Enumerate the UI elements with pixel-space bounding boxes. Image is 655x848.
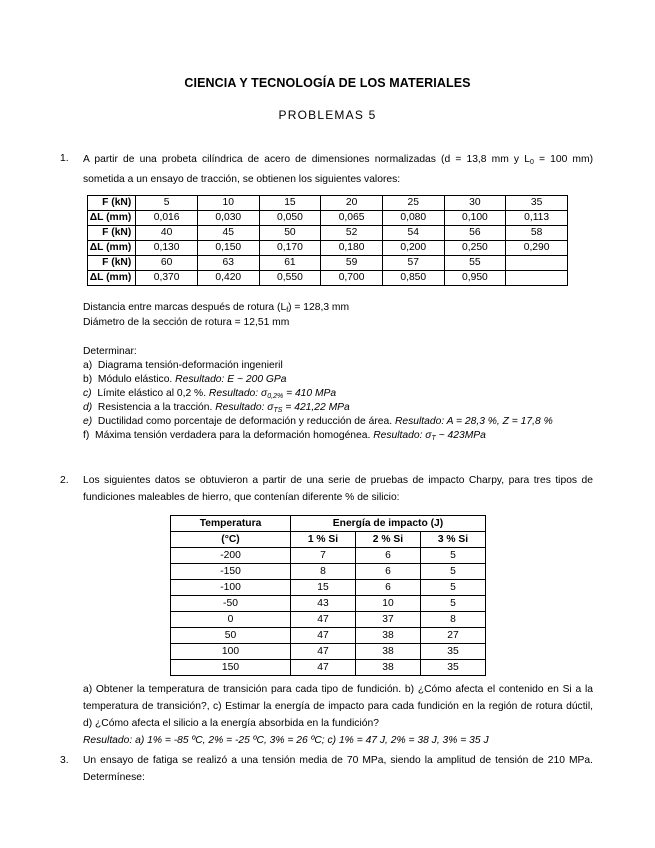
tensile-table-cell: 0,850 — [382, 271, 444, 286]
tensile-table-cell: 0,550 — [259, 271, 321, 286]
tensile-row-label: F (kN) — [88, 196, 136, 211]
item-c-result-a: Resultado: σ — [208, 388, 268, 399]
impact-energy-cell: 47 — [291, 660, 356, 676]
tensile-row-label: ΔL (mm) — [88, 271, 136, 286]
temperature-cell: -150 — [171, 564, 291, 580]
impact-energy-cell: 5 — [420, 596, 485, 612]
impact-energy-cell: 5 — [420, 548, 485, 564]
tensile-row-label: ΔL (mm) — [88, 211, 136, 226]
problem-2-questions — [83, 681, 593, 749]
gauge-length-text-a: Distancia entre marcas después de rotura (L — [83, 302, 287, 313]
item-a — [83, 360, 283, 371]
item-e-result: Resultado: A = 28,3 %, Z = 17,8 % — [394, 416, 553, 427]
charpy-table-row — [171, 596, 486, 612]
tensile-table-cell: 0,130 — [136, 241, 198, 256]
tensile-table-cell: 0,700 — [321, 271, 383, 286]
item-d-result-subscript: TS — [273, 407, 283, 414]
charpy-table-row — [171, 548, 486, 564]
impact-energy-cell: 38 — [355, 660, 420, 676]
problem-1-intro — [83, 151, 593, 188]
item-b-label: b) — [83, 374, 93, 385]
temperature-cell: 100 — [171, 644, 291, 660]
fracture-diameter: Diámetro de la sección de rotura = 12,51 mm — [83, 317, 290, 328]
item-f-result-b: ~ 423MPa — [435, 430, 486, 441]
tensile-table-row — [88, 196, 568, 211]
tensile-table-cell: 0,370 — [136, 271, 198, 286]
charpy-table-row — [171, 644, 486, 660]
tensile-table-cell — [506, 271, 568, 286]
tensile-table-cell: 0,170 — [259, 241, 321, 256]
tensile-table-row — [88, 256, 568, 271]
item-e-label: e) — [83, 416, 93, 427]
impact-energy-cell: 47 — [291, 612, 356, 628]
tensile-table-cell: 0,950 — [444, 271, 506, 286]
tensile-table-cell: 30 — [444, 196, 506, 211]
item-b — [83, 374, 287, 385]
temperature-cell: -100 — [171, 580, 291, 596]
item-c — [83, 388, 336, 400]
si-1-header: 1 % Si — [291, 532, 356, 548]
impact-energy-cell: 38 — [355, 628, 420, 644]
impact-energy-cell: 47 — [291, 644, 356, 660]
tensile-table-cell: 0,100 — [444, 211, 506, 226]
impact-energy-cell: 8 — [420, 612, 485, 628]
temperature-cell: -200 — [171, 548, 291, 564]
tensile-row-label: ΔL (mm) — [88, 241, 136, 256]
charpy-impact-table — [170, 515, 486, 676]
item-f-text: Máxima tensión verdadera para la deformación homogénea. — [95, 430, 374, 441]
tensile-table-cell: 0,420 — [197, 271, 259, 286]
tensile-table-row — [88, 211, 568, 226]
tensile-table-cell: 0,065 — [321, 211, 383, 226]
tensile-table-cell: 63 — [197, 256, 259, 271]
charpy-table-row — [171, 660, 486, 676]
tensile-table-row — [88, 271, 568, 286]
problem-1-number: 1. — [60, 153, 69, 164]
impact-energy-cell: 5 — [420, 564, 485, 580]
temperature-cell: 50 — [171, 628, 291, 644]
item-c-text: Límite elástico al 0,2 %. — [97, 388, 209, 399]
impact-energy-cell: 5 — [420, 580, 485, 596]
item-e — [83, 416, 553, 427]
tensile-table-row — [88, 241, 568, 256]
impact-energy-header: Energía de impacto (J) — [291, 516, 486, 532]
impact-energy-cell: 6 — [355, 580, 420, 596]
item-f-result-a: Resultado: σ — [373, 430, 432, 441]
temperature-cell: 0 — [171, 612, 291, 628]
tensile-table-cell: 0,113 — [506, 211, 568, 226]
problem-2-result: Resultado: a) 1% = -85 ºC, 2% = -25 ºC, 3% = 26 ºC; c) 1% = 47 J, 2% = 38 J, 3% = 35 J — [83, 735, 489, 746]
impact-energy-cell: 15 — [291, 580, 356, 596]
tensile-table-cell: 10 — [197, 196, 259, 211]
impact-energy-cell: 10 — [355, 596, 420, 612]
tensile-table-cell: 61 — [259, 256, 321, 271]
item-c-result-b: = 410 MPa — [283, 388, 337, 399]
impact-energy-cell: 35 — [420, 644, 485, 660]
tensile-table-cell: 0,290 — [506, 241, 568, 256]
impact-energy-cell: 37 — [355, 612, 420, 628]
gauge-length-text-b: ) = 128,3 mm — [288, 302, 350, 313]
charpy-table-row — [171, 612, 486, 628]
tensile-table-cell: 0,050 — [259, 211, 321, 226]
si-3-header: 3 % Si — [420, 532, 485, 548]
page-title: CIENCIA Y TECNOLOGÍA DE LOS MATERIALES — [184, 76, 471, 90]
tensile-row-label: F (kN) — [88, 226, 136, 241]
tensile-table-cell: 57 — [382, 256, 444, 271]
item-d — [83, 402, 350, 414]
item-f — [83, 430, 486, 442]
item-f-label: f) — [83, 430, 90, 441]
charpy-table-row — [171, 580, 486, 596]
charpy-table-row — [171, 564, 486, 580]
page-subtitle: PROBLEMAS 5 — [278, 108, 377, 122]
tensile-table-cell: 50 — [259, 226, 321, 241]
tensile-table-cell: 0,200 — [382, 241, 444, 256]
si-2-header: 2 % Si — [355, 532, 420, 548]
tensile-table-cell: 58 — [506, 226, 568, 241]
tensile-table-cell: 0,030 — [197, 211, 259, 226]
impact-energy-cell: 47 — [291, 628, 356, 644]
tensile-data-table — [87, 195, 568, 286]
gauge-length-after-fracture — [83, 302, 349, 314]
tensile-table-cell: 15 — [259, 196, 321, 211]
item-b-text: Módulo elástico. — [97, 374, 176, 385]
temperature-cell: 150 — [171, 660, 291, 676]
item-f-result-subscript: T — [431, 435, 436, 442]
item-a-label: a) — [83, 360, 93, 371]
item-c-label: c) — [83, 388, 92, 399]
tensile-table-cell: 0,080 — [382, 211, 444, 226]
tensile-table-cell: 0,150 — [197, 241, 259, 256]
problem-1-intro-subscript: 0 — [529, 159, 534, 166]
gauge-length-subscript: f — [286, 307, 289, 314]
item-c-result-subscript: 0,2% — [267, 393, 284, 400]
temperature-cell: -50 — [171, 596, 291, 612]
tensile-table-cell: 55 — [444, 256, 506, 271]
problem-1-intro-text-a: A partir de una probeta cilíndrica de acero de dimensiones normalizadas (d = 13,8 mm y L — [83, 154, 530, 165]
tensile-table-cell: 0,180 — [321, 241, 383, 256]
impact-energy-cell: 8 — [291, 564, 356, 580]
impact-energy-cell: 27 — [420, 628, 485, 644]
tensile-table-cell: 25 — [382, 196, 444, 211]
item-d-text: Resistencia a la tracción. — [97, 402, 216, 413]
problem-1-intro-text-b: = 100 mm) sometida a un ensayo de tracción, se obtienen los siguientes valores: — [83, 154, 594, 185]
problem-2-number: 2. — [60, 475, 69, 486]
problem-2-questions-text: a) Obtener la temperatura de transición para cada tipo de fundición. b) ¿Cómo afecta el contenido en Si a la temperatura de transición?, c) Estimar la energía de impacto para cada fundición en la región de rotura dúctil, d) ¿Cómo afecta el silicio a la energía absorbida en la fundición? — [83, 684, 593, 729]
item-b-result: Resultado: E ~ 200 GPa — [175, 374, 287, 385]
impact-energy-cell: 6 — [355, 548, 420, 564]
item-e-text: Ductilidad como porcentaje de deformación y reducción de área. — [97, 416, 395, 427]
determinar-label: Determinar: — [83, 346, 137, 357]
tensile-table-cell — [506, 256, 568, 271]
tensile-table-cell: 56 — [444, 226, 506, 241]
temperature-header: Temperatura — [171, 516, 291, 532]
item-d-result-a: Resultado: σ — [215, 402, 274, 413]
tensile-row-label: F (kN) — [88, 256, 136, 271]
problem-3-number: 3. — [60, 755, 69, 766]
item-d-result-b: = 421,22 MPa — [282, 402, 350, 413]
tensile-table-cell: 0,250 — [444, 241, 506, 256]
problem-2-intro: Los siguientes datos se obtuvieron a partir de una serie de pruebas de impacto Charpy, para tres tipos de fundiciones maleables de hierro, que contenían diferente % de silicio: — [83, 475, 593, 503]
impact-energy-cell: 38 — [355, 644, 420, 660]
item-a-text: Diagrama tensión-deformación ingenieril — [97, 360, 283, 371]
impact-energy-cell: 43 — [291, 596, 356, 612]
charpy-table-row — [171, 628, 486, 644]
tensile-table-cell: 52 — [321, 226, 383, 241]
tensile-table-cell: 54 — [382, 226, 444, 241]
tensile-table-cell: 0,016 — [136, 211, 198, 226]
impact-energy-cell: 6 — [355, 564, 420, 580]
tensile-table-cell: 45 — [197, 226, 259, 241]
tensile-table-cell: 20 — [321, 196, 383, 211]
problem-3-text: Un ensayo de fatiga se realizó a una tensión media de 70 MPa, siendo la amplitud de tensión de 210 MPa. Determínese: — [83, 755, 593, 783]
tensile-table-row — [88, 226, 568, 241]
item-d-label: d) — [83, 402, 93, 413]
tensile-table-cell: 5 — [136, 196, 198, 211]
tensile-table-cell: 59 — [321, 256, 383, 271]
impact-energy-cell: 7 — [291, 548, 356, 564]
impact-energy-cell: 35 — [420, 660, 485, 676]
tensile-table-cell: 60 — [136, 256, 198, 271]
tensile-table-cell: 40 — [136, 226, 198, 241]
temperature-unit-header: (°C) — [171, 532, 291, 548]
tensile-table-cell: 35 — [506, 196, 568, 211]
